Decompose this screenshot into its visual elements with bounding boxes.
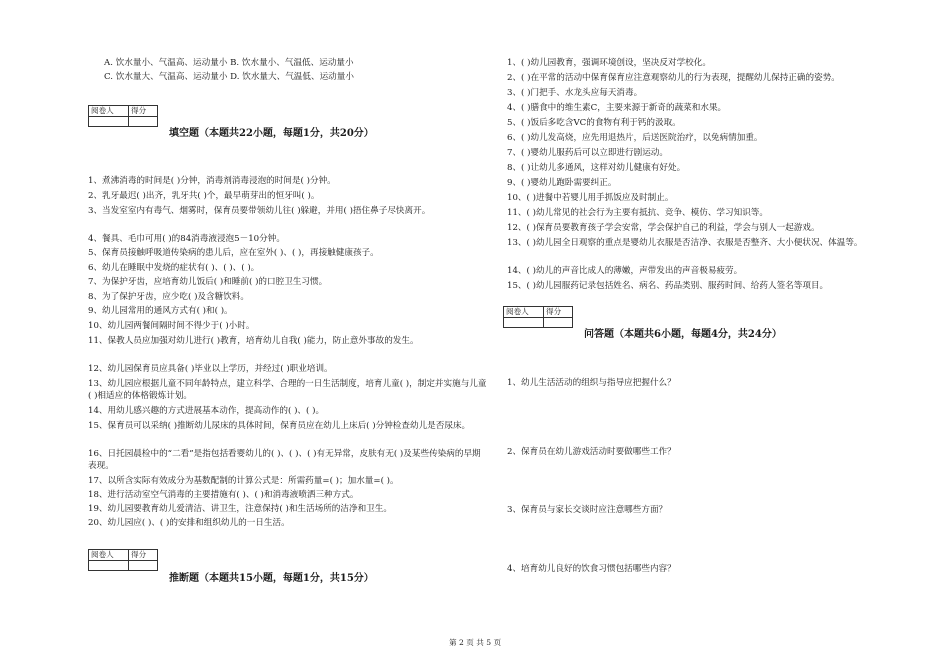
reviewer-cell — [89, 117, 129, 127]
fill-item: 13、幼儿园应根据儿童不同年龄特点，建立科学、合理的一日生活制度，培育儿童( )，制定并实施与儿童( )相适应的体格锻炼计划。 — [88, 379, 487, 401]
judge-item: 6、( )幼儿发高烧，应先用退热片，后送医院治疗，以免病情加重。 — [507, 133, 763, 143]
fill-item: 9、幼儿园常用的通风方式有( )和( )。 — [88, 306, 233, 316]
fill-item: 11、保教人员应加强对幼儿进行( )教育，培育幼儿自我( )能力，防止意外事故的发生。 — [88, 336, 419, 346]
fill-item: 1、煮沸消毒的时间是( )分钟，消毒剂消毒浸泡的时间是( )分钟。 — [88, 176, 336, 186]
score-box-fill — [88, 105, 158, 127]
judge-item: 5、( )饭后多吃含VC的食物有利于钙的汲取。 — [507, 118, 681, 128]
score-box-judge — [88, 549, 158, 571]
judge-item: 9、( )婴幼儿跑卧需要纠正。 — [507, 178, 617, 188]
fill-item: 2、乳牙最迟( )出齐，乳牙共( )个，最早萌芽出的恒牙叫( )。 — [88, 191, 320, 201]
judge-item: 2、( )在平常的活动中保育保育应注意观察幼儿的行为表现，提醒幼儿保持正确的姿势。 — [507, 73, 840, 83]
fill-item: 20、幼儿园应( )、( )的安排和组织幼儿的一日生活。 — [88, 518, 290, 528]
score-label: 得分 — [544, 307, 572, 318]
score-cell — [544, 318, 572, 328]
score-cell — [129, 117, 157, 127]
judge-item: 14、( )幼儿的声音比成人的薄嫩，声带发出的声音极易疲劳。 — [507, 266, 743, 276]
option-line-cd: C. 饮水量大、气温高、运动量小 D. 饮水量大、气温低、运动量小 — [104, 72, 354, 82]
judge-item: 1、( )幼儿园教育，强调环境创设，坚决反对学校化。 — [507, 58, 711, 68]
fill-item: 15、保育员可以采纳( )推断幼儿尿床的具体时间，保育员应在幼儿上床后( )分钟检查幼儿是否尿床。 — [88, 421, 471, 431]
fill-item: 10、幼儿园两餐间隔时间不得少于( )小时。 — [88, 321, 255, 331]
score-cell — [129, 561, 157, 571]
judge-item: 3、( )门把手、水龙头应每天消毒。 — [507, 88, 643, 98]
judge-section-title: 推断题（本题共15小题，每题1分，共15分） — [169, 573, 374, 584]
judge-item: 11、( )幼儿常见的社会行为主要有抵抗、竞争、模仿、学习知识等。 — [507, 208, 768, 218]
score-label: 得分 — [129, 550, 157, 561]
qa-item: 2、保育员在幼儿游戏活动时要做哪些工作？ — [507, 447, 676, 457]
reviewer-cell — [89, 561, 129, 571]
judge-item: 4、( )膳食中的维生素C，主要来源于新奇的蔬菜和水果。 — [507, 103, 727, 113]
qa-item: 4、培育幼儿良好的饮食习惯包括哪些内容？ — [507, 564, 676, 574]
fill-item: 3、当发室室内有毒气、烟雾时，保育员要带领幼儿往( )躲避，并用( )捂住鼻子尽快离开。 — [88, 206, 431, 216]
reviewer-label: 阅卷人 — [89, 550, 129, 561]
score-box-qa — [503, 306, 573, 328]
judge-item: 15、( )幼儿园服药记录包括姓名、病名、药品类别、服药时间、给药人签名等项目。 — [507, 281, 829, 291]
fill-item: 18、进行活动室空气消毒的主要措施有( )、( )和消毒液喷洒三种方式。 — [88, 490, 359, 500]
fill-item: 6、幼儿在睡眠中发烧的症状有( )、( )、( )。 — [88, 263, 260, 273]
fill-item: 16、日托园晨检中的“二看”是指包括看婴幼儿的( )、( )、( )有无异常，皮肤有无( )及某些传染病的早期表现。 — [88, 449, 481, 471]
option-line-ab: A. 饮水量小、气温高、运动量小 B. 饮水量小、气温低、运动量小 — [104, 58, 354, 68]
fill-item: 4、餐具、毛巾可用( )的84消毒液浸泡5－10分钟。 — [88, 234, 285, 244]
judge-item: 13、( )幼儿园全日观察的重点是婴幼儿衣服是否洁净、衣服是否整齐、大小便状况、体温等。 — [507, 238, 863, 248]
judge-item: 8、( )让幼儿多通风，这样对幼儿健康有好处。 — [507, 163, 686, 173]
page-footer: 第 2 页 共 5 页 — [448, 638, 502, 647]
qa-item: 3、保育员与家长交谈时应注意哪些方面？ — [507, 505, 668, 515]
fill-section-title: 填空题（本题共22小题，每题1分，共20分） — [169, 128, 374, 139]
fill-item: 17、以所含实际有效成分为基数配制的计算公式是：所需药量=( )；加水量=( )。 — [88, 476, 399, 486]
fill-item: 8、为了保护牙齿，应少吃( )及含糖饮料。 — [88, 292, 249, 302]
reviewer-cell — [504, 318, 544, 328]
judge-item: 7、( )婴幼儿服药后可以立即进行剧运动。 — [507, 148, 668, 158]
fill-item: 7、为保护牙齿，应培育幼儿饭后( )和睡前( )的口腔卫生习惯。 — [88, 277, 328, 287]
fill-item: 14、用幼儿感兴趣的方式进展基本动作，提高动作的( )、( )。 — [88, 406, 325, 416]
qa-section-title: 问答题（本题共6小题，每题4分，共24分） — [584, 329, 782, 340]
reviewer-label: 阅卷人 — [89, 106, 129, 117]
qa-item: 1、幼儿生活活动的组织与指导应把握什么？ — [507, 378, 676, 388]
fill-item: 19、幼儿园要教育幼儿爱清洁、讲卫生，注意保持( )和生活场所的洁净和卫生。 — [88, 504, 392, 514]
reviewer-label: 阅卷人 — [504, 307, 544, 318]
fill-item: 12、幼儿园保育员应具备( )毕业以上学历，并经过( )职业培训。 — [88, 364, 333, 374]
fill-item: 5、保育员接触呼吸道传染病的患儿后，应在室外( )、( )，再接触健康孩子。 — [88, 248, 379, 258]
judge-item: 10、( )进餐中若婴儿用手抓饭应及时制止。 — [507, 193, 674, 203]
judge-item: 12、( )保育员要教育孩子学会安常，学会保护自己的利益，学会与别人一起游戏。 — [507, 223, 820, 233]
score-label: 得分 — [129, 106, 157, 117]
